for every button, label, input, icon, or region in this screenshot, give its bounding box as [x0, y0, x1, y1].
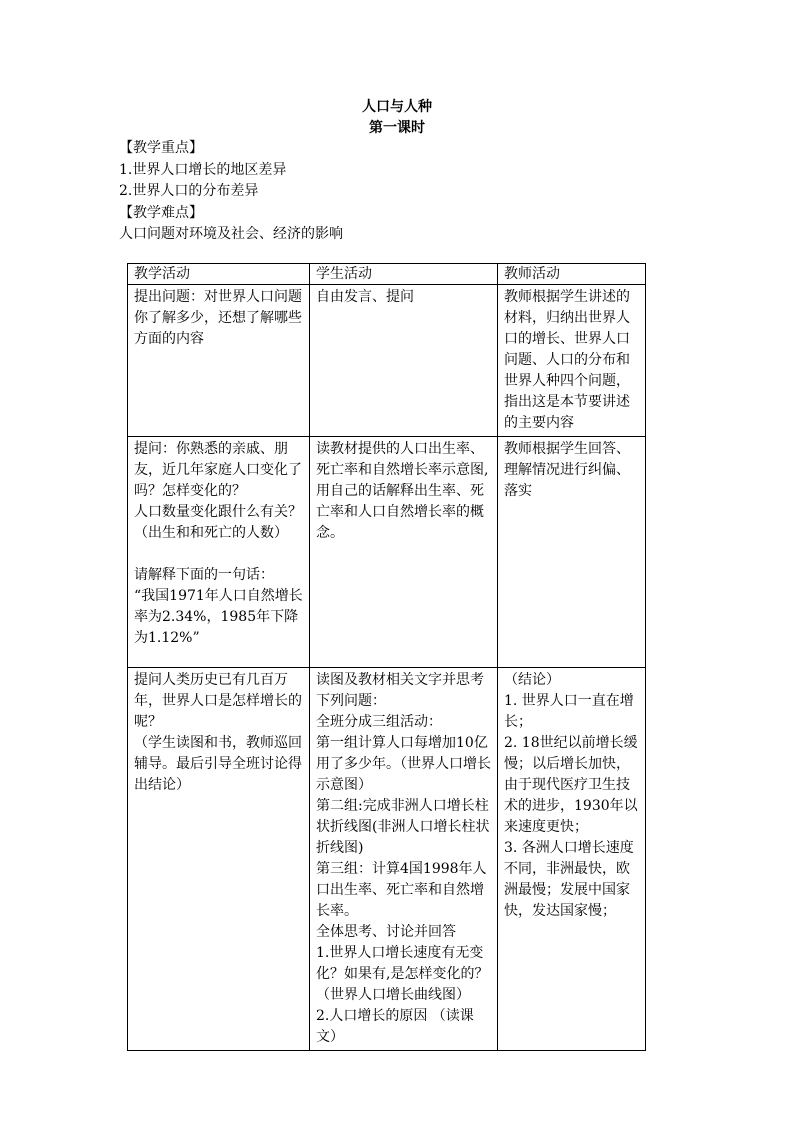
cell-text: 提问：你熟悉的亲戚、朋友，近几年家庭人口变化了吗？怎样变化的？ [134, 441, 302, 499]
key-points-heading: 【教学重点】 [119, 140, 203, 156]
cell-text: （学生读图和书，教师巡回辅导。最后引导全班讨论得出结论） [134, 735, 302, 793]
teaching-activity-cell [128, 285, 310, 437]
cell-text: 2.人口增长的原因 （读课文） [316, 1008, 474, 1045]
cell-text: 第二组:完成非洲人口增长柱状折线图(非洲人口增长柱状折线图) [316, 798, 490, 856]
cell-text: 1. 世界人口一直在增长； [504, 693, 634, 730]
key-point-item: 2.世界人口的分布差异 [119, 183, 259, 199]
teaching-activity-cell [128, 437, 310, 668]
cell-text: 全班分成三组活动： [316, 714, 442, 730]
cell-text: “我国1971年人口自然增长率为2.34%，1985年下降为1.12%” [134, 588, 303, 646]
blank-line [134, 544, 304, 565]
cell-text: 1.世界人口增长速度有无变化？如果有,是怎样变化的？（世界人口增长曲线图） [316, 945, 489, 1003]
cell-text: 提问人类历史已有几百万年，世界人口是怎样增长的呢？ [134, 672, 302, 730]
page-subtitle: 第一课时 [369, 120, 425, 136]
student-activity-cell [310, 437, 498, 668]
cell-text: 读教材提供的人口出生率、死亡率和自然增长率示意图,用自己的话解释出生率、死亡率和人口自然增长率的概念。 [316, 441, 489, 541]
cell-text: 请解释下面的一句话： [134, 567, 274, 583]
cell-text: 人口数量变化跟什么有关？（出生和和死亡的人数） [134, 504, 302, 541]
cell-text: 3. 各洲人口增长速度不同，非洲最快，欧洲最慢；发展中国家快，发达国家慢； [504, 840, 634, 919]
key-point-item: 1.世界人口增长的地区差异 [119, 162, 287, 178]
teacher-activity-cell [498, 668, 646, 1051]
teaching-activity-cell [128, 668, 310, 1051]
cell-text: 全体思考、讨论并回答 [316, 924, 456, 940]
table-row [128, 437, 646, 668]
cell-text: 2. 18世纪以前增长缓慢；以后增长加快，由于现代医疗卫生技术的进步，1930年以来速度更快； [504, 735, 638, 835]
header-teacher-activity: 教师活动 [498, 264, 646, 285]
page-title: 人口与人种 [362, 99, 432, 115]
cell-text: 教师根据学生回答、理解情况进行纠偏、落实 [504, 441, 630, 499]
cell-text: 提出问题：对世界人口问题你了解多少，还想了解哪些方面的内容 [134, 289, 302, 347]
difficulty-heading: 【教学难点】 [119, 205, 203, 221]
table-row [128, 668, 646, 1051]
cell-text: 教师根据学生讲述的材料，归纳出世界人口的增长、世界人口问题、人口的分布和世界人种四个问题，指出这是本节要讲述的主要内容 [504, 289, 630, 431]
cell-text: 自由发言、提问 [316, 289, 414, 305]
header-student-activity: 学生活动 [310, 264, 498, 285]
cell-text: 第一组计算人口每增加10亿用了多少年。（世界人口增长示意图） [316, 735, 491, 793]
table-header-row [128, 264, 646, 285]
student-activity-cell [310, 285, 498, 437]
lesson-plan-table [127, 263, 646, 1051]
difficulty-text: 人口问题对环境及社会、经济的影响 [119, 226, 343, 242]
cell-text: 读图及教材相关文字并思考下列问题： [316, 672, 484, 709]
teacher-activity-cell [498, 437, 646, 668]
cell-text: （结论） [504, 672, 560, 688]
cell-text: 第三组：计算4国1998年人口出生率、死亡率和自然增长率。 [316, 861, 487, 919]
student-activity-cell [310, 668, 498, 1051]
header-teaching-activity: 教学活动 [128, 264, 310, 285]
teacher-activity-cell [498, 285, 646, 437]
table-row [128, 285, 646, 437]
